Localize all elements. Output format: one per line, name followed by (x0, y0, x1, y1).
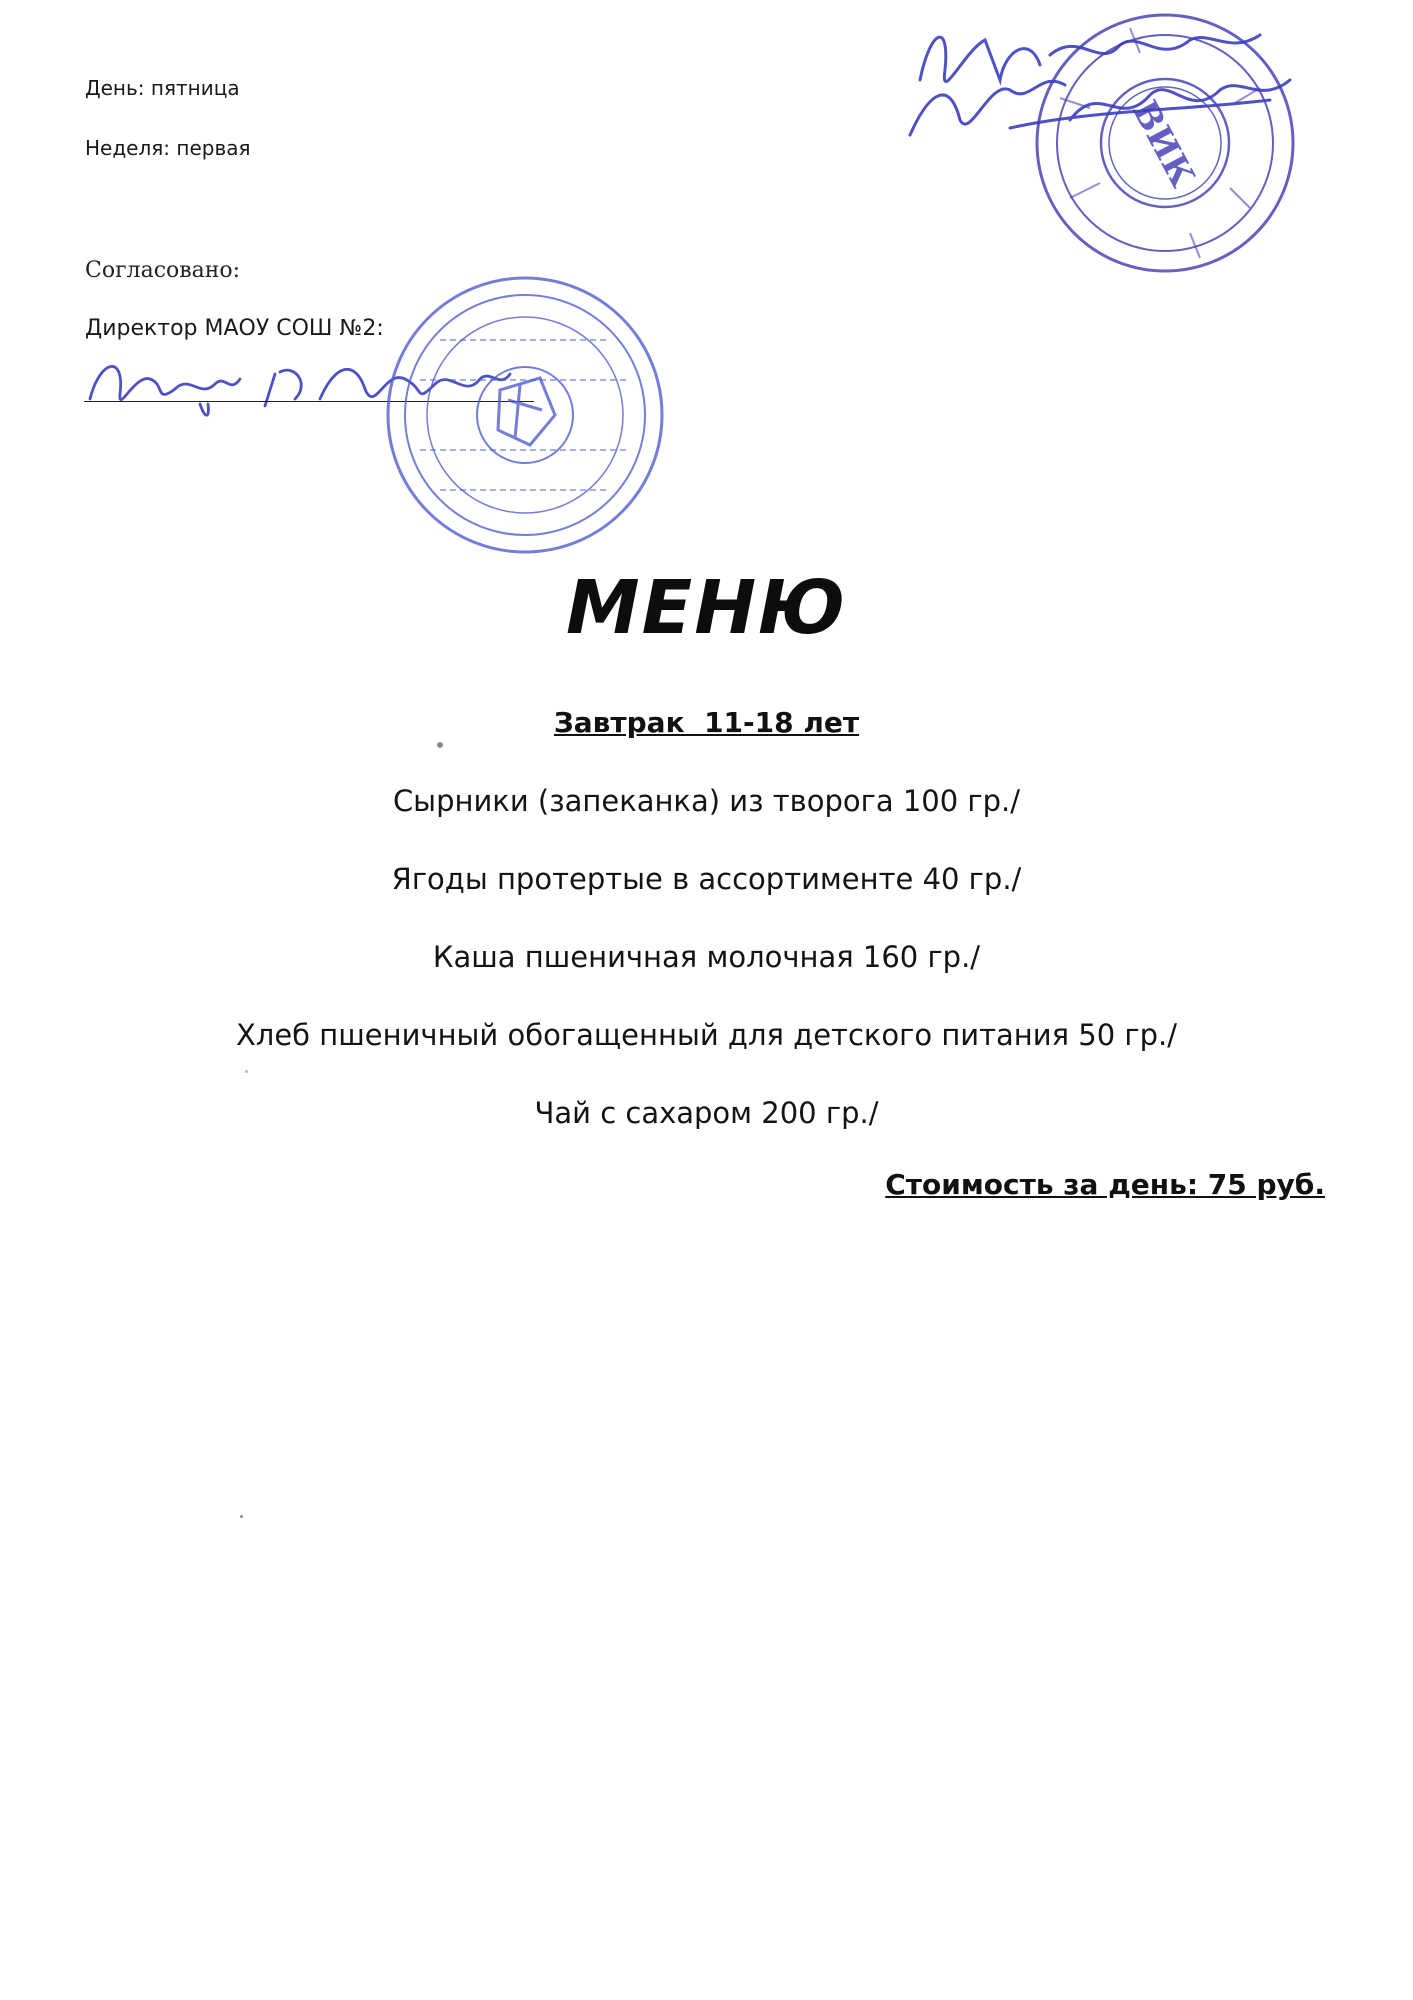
menu-item: Каша пшеничная молочная 160 гр./ (432, 940, 981, 974)
approval-signature (890, 10, 1310, 150)
day-label: День: пятница (85, 76, 240, 100)
scan-speck (437, 742, 443, 748)
menu-item: Чай с сахаром 200 гр./ (534, 1096, 879, 1130)
scan-speck (245, 1070, 248, 1073)
menu-item: Хлеб пшеничный обогащенный для детского питания 50 гр./ (235, 1018, 1178, 1052)
menu-item: Сырники (запеканка) из творога 100 гр./ (392, 784, 1021, 818)
scan-speck (240, 1515, 243, 1518)
school-stamp-left (380, 270, 670, 560)
agreed-label: Согласовано: (85, 258, 241, 283)
svg-text:ВИК: ВИК (1124, 94, 1203, 194)
week-label: Неделя: первая (85, 136, 251, 160)
page-title: МЕНЮ (566, 565, 847, 651)
director-label: Директор МАОУ СОШ №2: (85, 316, 384, 341)
meal-heading: Завтрак 11-18 лет (553, 706, 860, 739)
daily-cost: Стоимость за день: 75 руб. (885, 1168, 1325, 1201)
menu-item: Ягоды протертые в ассортименте 40 гр./ (391, 862, 1022, 896)
